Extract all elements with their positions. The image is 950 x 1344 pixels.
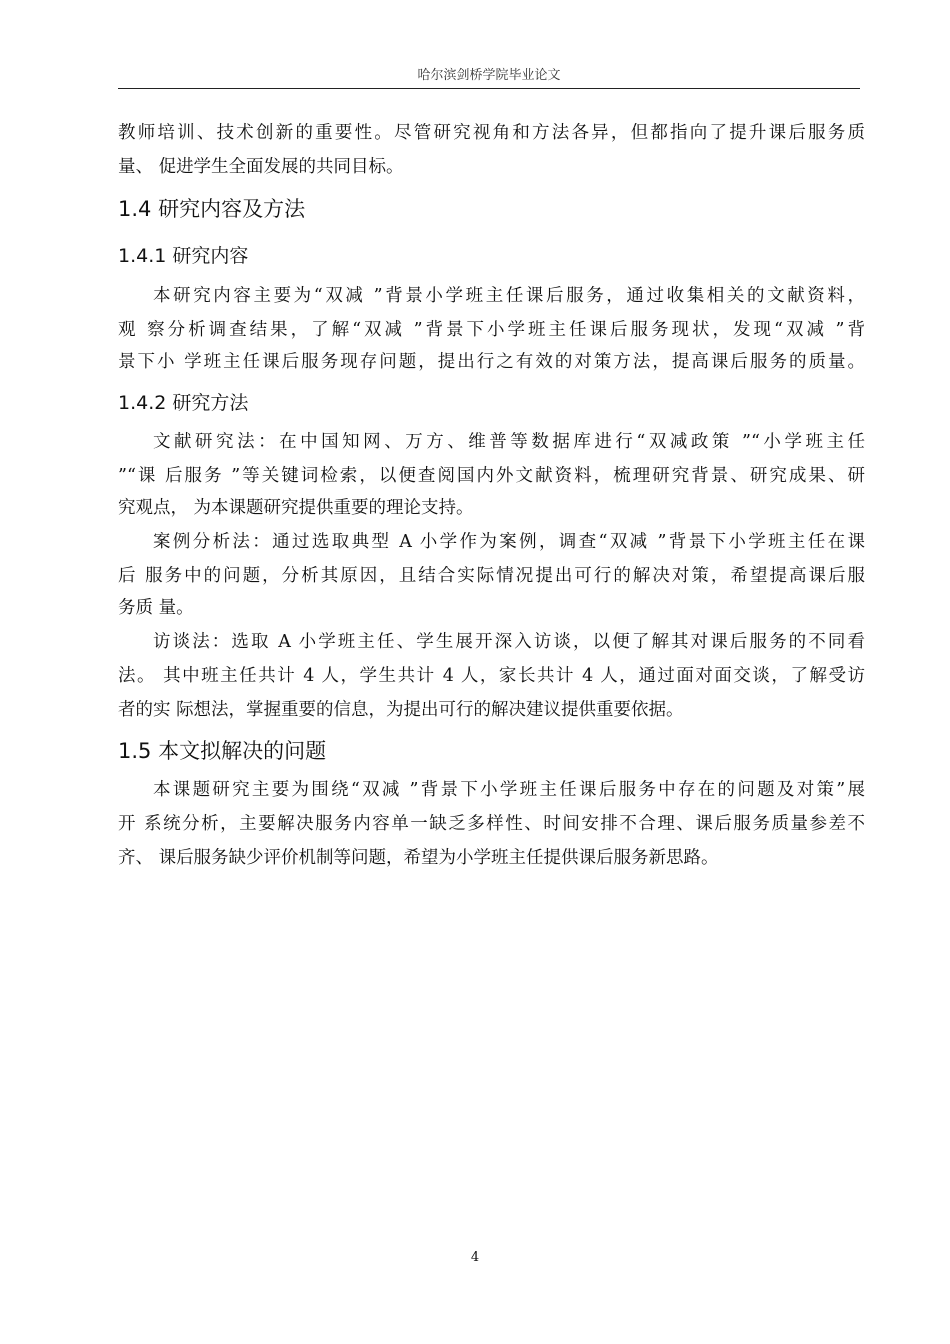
body-line: 究观点， 为本课题研究提供重要的理论支持。 — [118, 498, 474, 518]
body-line: ”“课 后服务 ”等关键词检索，以便查阅国内外文献资料，梳理研究背景、研究成果、研 — [118, 466, 865, 486]
subsection-heading-1-4-1: 1.4.1 研究内容 — [118, 245, 249, 267]
body-line: 齐、 课后服务缺少评价机制等问题，希望为小学班主任提供课后服务新思路。 — [118, 848, 719, 868]
section-heading-1-4: 1.4 研究内容及方法 — [118, 197, 306, 221]
body-line: 教师培训、技术创新的重要性。尽管研究视角和方法各异，但都指向了提升课后服务质 — [118, 123, 865, 143]
body-line: 量、 促进学生全面发展的共同目标。 — [118, 157, 404, 177]
body-line: 景下小 学班主任课后服务现存问题，提出行之有效的对策方法，提高课后服务的质量。 — [118, 352, 865, 372]
body-line: 后 服务中的问题，分析其原因，且结合实际情况提出可行的解决对策，希望提高课后服 — [118, 566, 865, 586]
subsection-heading-1-4-2: 1.4.2 研究方法 — [118, 392, 249, 414]
section-heading-1-5: 1.5 本文拟解决的问题 — [118, 739, 327, 763]
body-line: 务质 量。 — [118, 598, 194, 618]
body-line: 法。 其中班主任共计 4 人，学生共计 4 人，家长共计 4 人，通过面对面交谈，了解受访 — [118, 666, 865, 686]
running-header: 哈尔滨剑桥学院毕业论文 — [417, 68, 561, 83]
page-number: 4 — [470, 1250, 480, 1265]
body-line: 本研究内容主要为“双减 ”背景小学班主任课后服务，通过收集相关的文献资料， — [153, 286, 865, 306]
body-line: 本课题研究主要为围绕“双减 ”背景下小学班主任课后服务中存在的问题及对策”展 — [153, 780, 865, 800]
body-line: 访谈法：选取 A 小学班主任、学生展开深入访谈，以便了解其对课后服务的不同看 — [153, 632, 865, 652]
body-line: 者的实 际想法，掌握重要的信息，为提出可行的解决建议提供重要依据。 — [118, 700, 684, 720]
body-line: 案例分析法：通过选取典型 A 小学作为案例，调查“双减 ”背景下小学班主任在课 — [153, 532, 865, 552]
header-rule — [118, 88, 860, 89]
body-line: 开 系统分析，主要解决服务内容单一缺乏多样性、时间安排不合理、课后服务质量参差不 — [118, 814, 865, 834]
body-line: 文献研究法：在中国知网、万方、维普等数据库进行“双减政策 ”“小学班主任 — [153, 432, 865, 452]
body-line: 观 察分析调查结果，了解“双减 ”背景下小学班主任课后服务现状，发现“双减 ”背 — [118, 320, 865, 340]
